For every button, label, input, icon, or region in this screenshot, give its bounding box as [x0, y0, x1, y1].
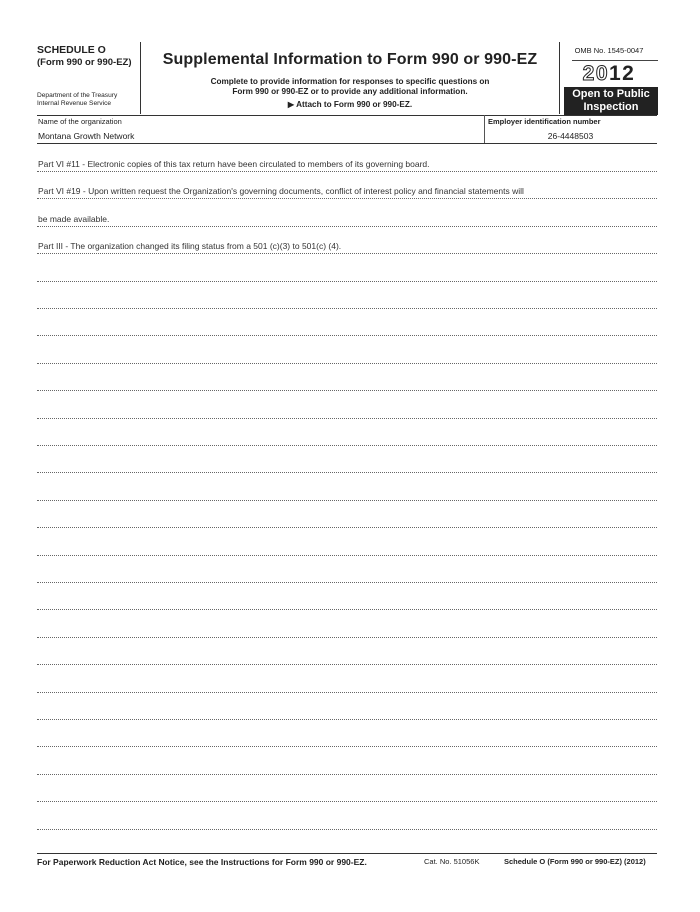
ruled-line — [37, 582, 657, 583]
ruled-line — [37, 609, 657, 610]
inspection-line-1: Open to Public — [572, 88, 650, 100]
ruled-line — [37, 253, 657, 254]
instruction-line-2: Form 990 or 990-EZ or to provide any additional information. — [232, 86, 468, 96]
public-inspection-badge — [564, 87, 658, 115]
schedule-reference: Schedule O (Form 990 or 990-EZ) (2012) — [504, 857, 646, 866]
ruled-line — [37, 198, 657, 199]
ruled-line — [37, 418, 657, 419]
department-line-2: Internal Revenue Service — [37, 100, 112, 107]
ein-label: Employer identification number — [488, 117, 601, 126]
ruled-line — [37, 226, 657, 227]
schedule-title: SCHEDULE O — [37, 44, 106, 56]
tax-year-solid: 12 — [609, 62, 636, 85]
paperwork-notice: For Paperwork Reduction Act Notice, see the Instructions for Form 990 or 990-EZ. — [37, 857, 367, 867]
ruled-line — [37, 801, 657, 802]
ruled-line — [37, 746, 657, 747]
form-instructions — [141, 77, 559, 96]
ruled-line — [37, 500, 657, 501]
ein-value: 26-4448503 — [547, 131, 594, 141]
omb-divider — [572, 60, 658, 61]
ein-column-divider — [484, 115, 485, 143]
tax-year — [560, 62, 658, 86]
ruled-line — [37, 390, 657, 391]
ruled-line — [37, 664, 657, 665]
schedule-identifier-box — [37, 42, 141, 114]
org-info-divider — [37, 143, 657, 144]
supplemental-entry: Part VI #11 - Electronic copies of this tax return have been circulated to members of its governing board. — [38, 159, 430, 169]
supplemental-entry: Part III - The organization changed its filing status from a 501 (c)(3) to 501(c) (4). — [38, 241, 342, 251]
ruled-line — [37, 445, 657, 446]
tax-year-outline: 20 — [582, 62, 609, 85]
org-name-label: Name of the organization — [38, 117, 122, 126]
ruled-line — [37, 637, 657, 638]
ruled-line — [37, 335, 657, 336]
ruled-line — [37, 472, 657, 473]
ruled-line — [37, 719, 657, 720]
ruled-line — [37, 363, 657, 364]
footer-divider — [37, 853, 657, 854]
form-title: Supplemental Information to Form 990 or 990-EZ — [162, 51, 538, 68]
instruction-line-1: Complete to provide information for responses to specific questions on — [210, 77, 490, 86]
ruled-line — [37, 281, 657, 282]
department-line-1: Department of the Treasury — [37, 92, 118, 99]
form-title-box — [141, 42, 559, 114]
org-name-value: Montana Growth Network — [38, 131, 135, 141]
ruled-line — [37, 774, 657, 775]
ruled-line — [37, 692, 657, 693]
ruled-line — [37, 308, 657, 309]
omb-year-box — [559, 42, 658, 114]
supplemental-entry: Part VI #19 - Upon written request the Organization's governing documents, conflict of interest policy and financial statements will — [38, 186, 524, 196]
supplemental-entry: be made available. — [38, 214, 110, 224]
ruled-line — [37, 829, 657, 830]
ruled-line — [37, 527, 657, 528]
catalog-number: Cat. No. 51056K — [424, 857, 480, 866]
omb-number: OMB No. 1545-0047 — [574, 46, 644, 55]
header-divider — [37, 115, 657, 116]
ruled-line — [37, 555, 657, 556]
inspection-line-2: Inspection — [583, 101, 639, 113]
department-name — [37, 92, 117, 108]
ruled-line — [37, 171, 657, 172]
schedule-subtitle: (Form 990 or 990-EZ) — [37, 57, 132, 68]
attach-instruction: ▶ Attach to Form 990 or 990-EZ. — [287, 100, 413, 109]
